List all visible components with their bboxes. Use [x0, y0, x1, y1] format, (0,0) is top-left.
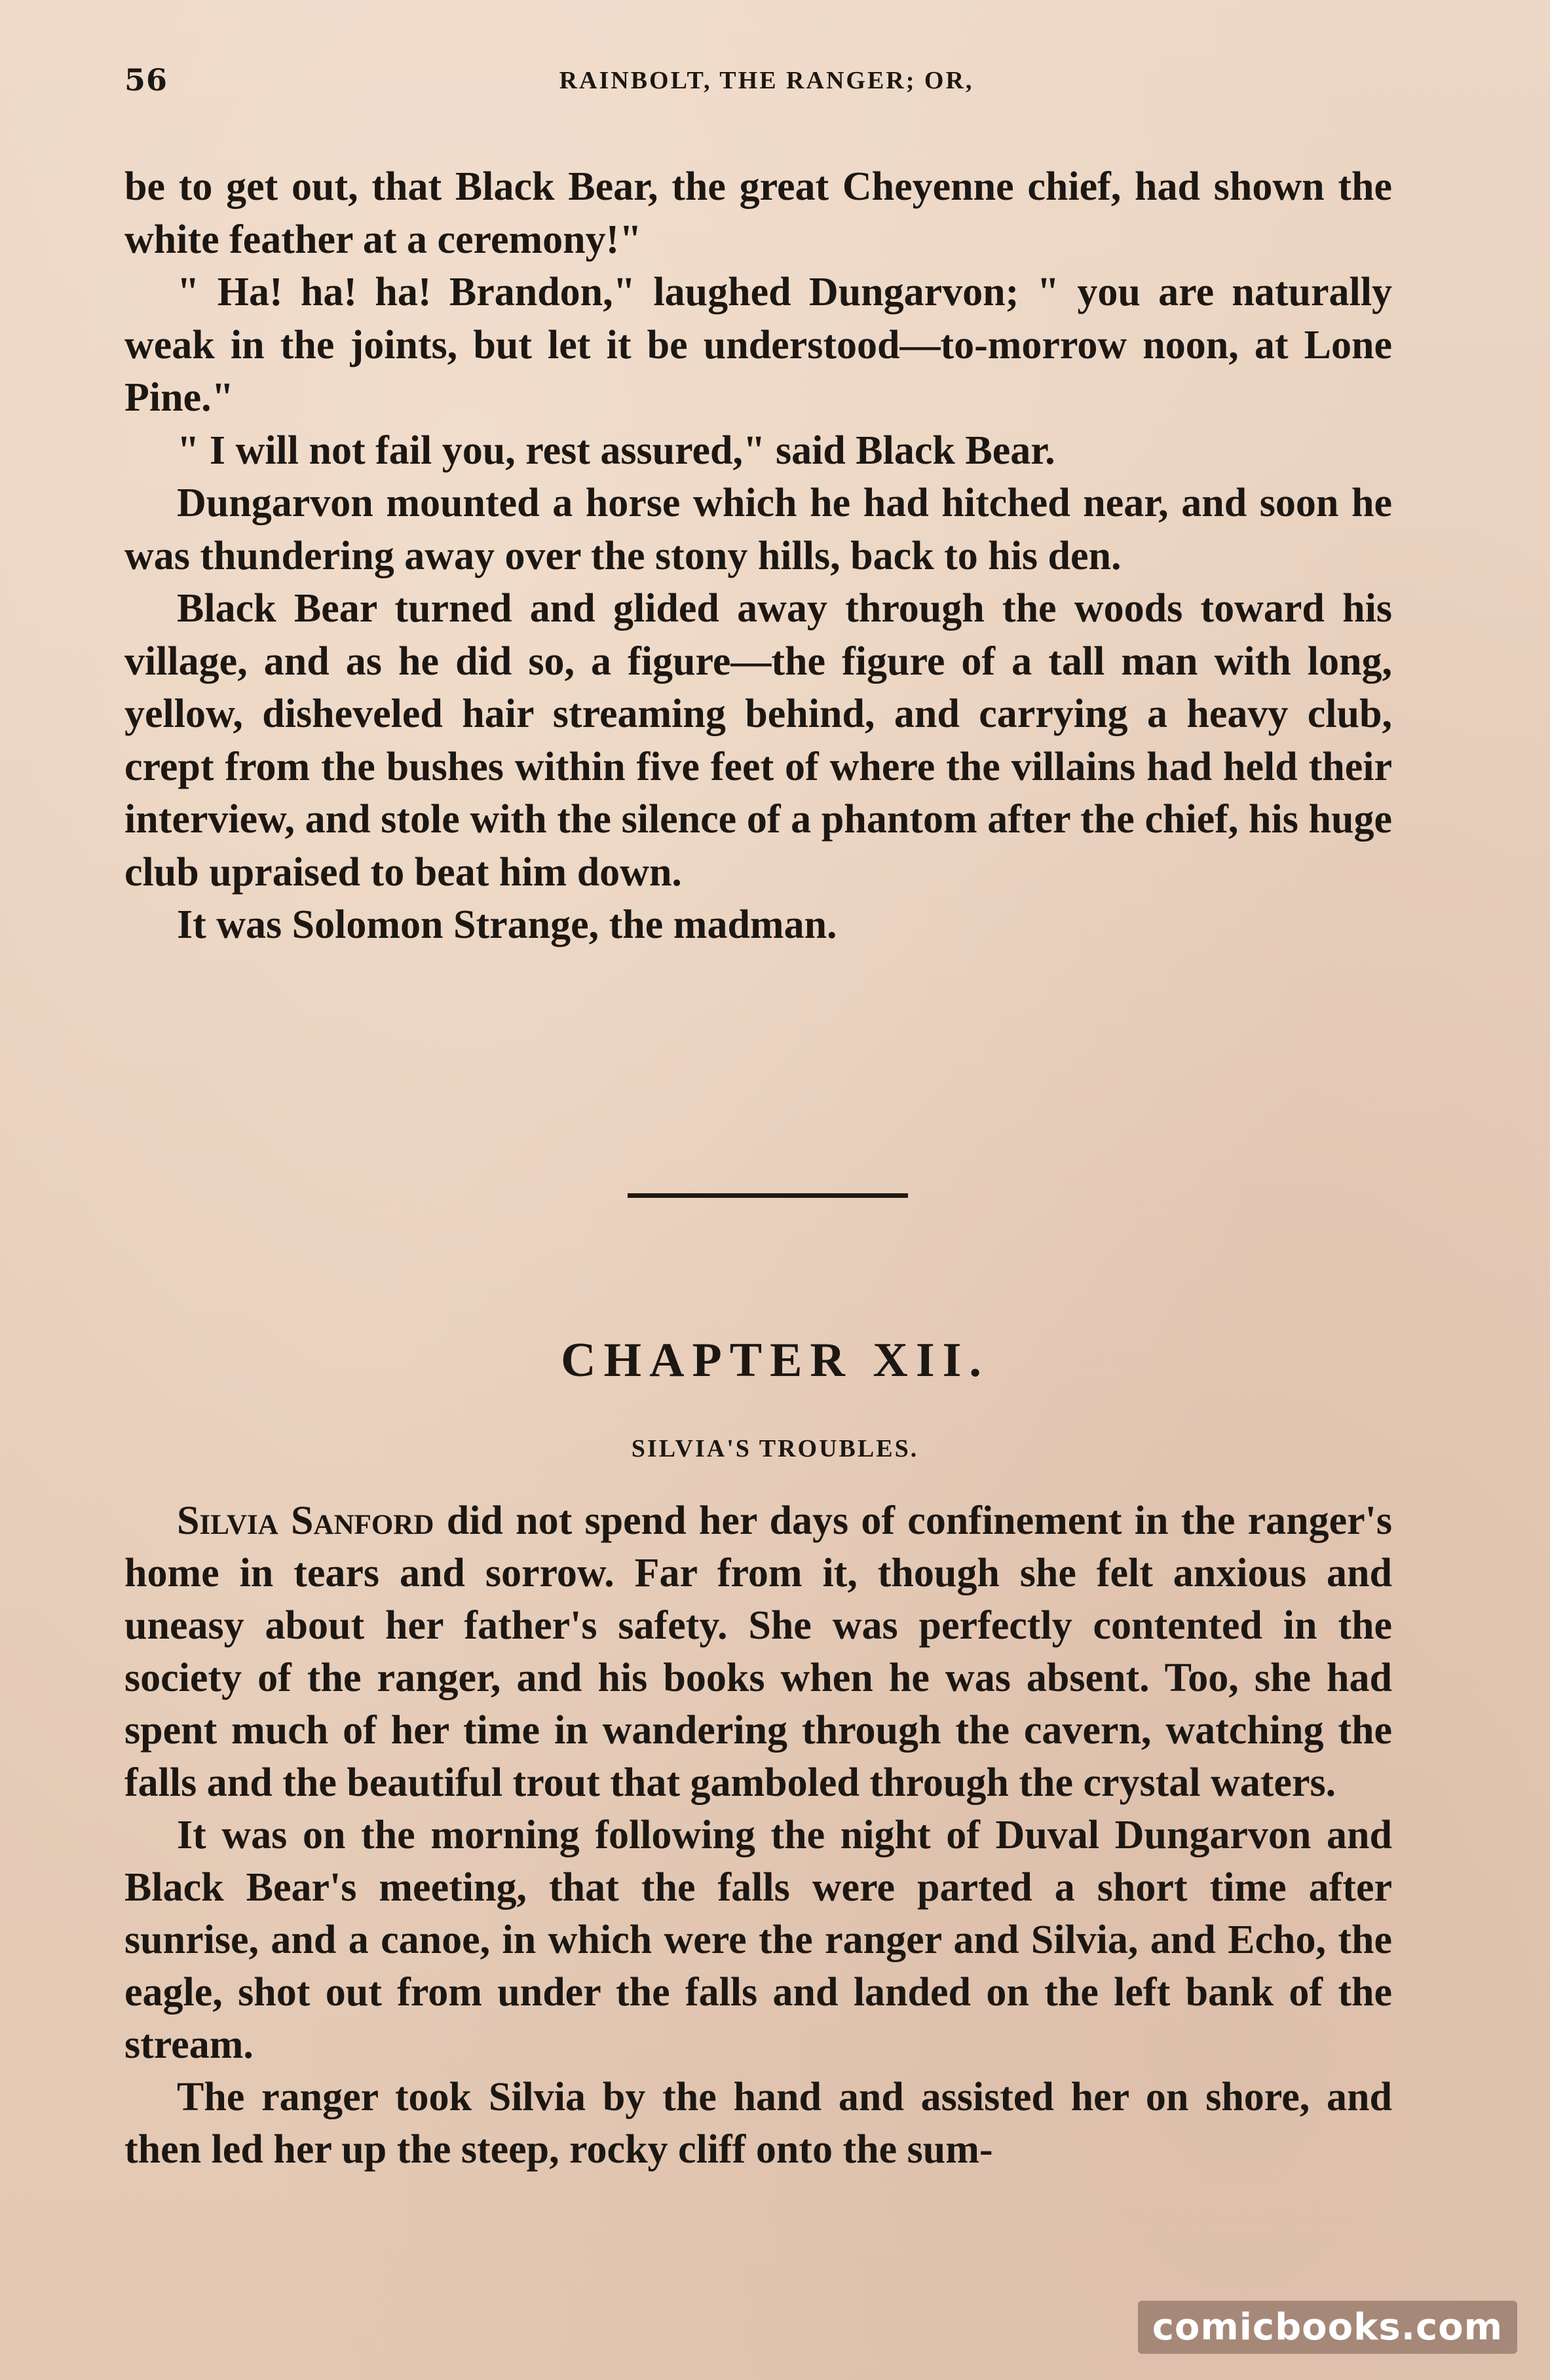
paragraph: It was on the morning following the night of Duval Dungarvon and Black Bear's meeting, that the falls were parted a short time after sunrise, and a canoe, in which were the ranger and Silvia, and Echo, the eagle, shot out from under the falls and landed on the left bank of the stream.: [124, 1813, 1392, 2067]
body-text-bottom: [124, 1495, 1392, 2176]
paragraph-text: did not spend her days of confinement in the ranger's home in tears and sorrow. Far from it, though she felt anxious and uneasy about her father's safety. She was perfectly contented in the society of the ranger, and his books when he was absent. Too, she had spent much of her time in wandering through the cavern, watching the falls and the beautiful trout that gamboled through the crystal waters.: [124, 1498, 1392, 1805]
running-head: RAINBOLT, THE RANGER; OR,: [559, 67, 974, 94]
body-text-top: [124, 160, 1392, 952]
page-header: [124, 62, 1408, 108]
section-divider: [628, 1193, 908, 1198]
paragraph: [124, 1495, 1392, 1809]
watermark: comicbooks.com: [1138, 2301, 1517, 2354]
paragraph: It was Solomon Strange, the madman.: [177, 902, 837, 947]
page-number: 56: [124, 62, 168, 98]
lead-name: Silvia Sanford: [177, 1498, 434, 1543]
paragraph: " I will not fail you, rest assured," said Black Bear.: [177, 428, 1055, 473]
paragraph: be to get out, that Black Bear, the great Cheyenne chief, had shown the white feather at a ceremony!": [124, 164, 1392, 262]
chapter-subtitle: SILVIA'S TROUBLES.: [631, 1435, 919, 1462]
paragraph: Black Bear turned and glided away through the woods toward his village, and as he did so, a figure—the figure of a tall man with long, yellow, disheveled hair streaming behind, and carrying a heavy club, crept from the bushes within five feet of where the villains had held their interview, and stole with the silence of a phantom after the chief, his huge club upraised to beat him down.: [124, 586, 1392, 895]
paragraph: Dungarvon mounted a horse which he had hitched near, and soon he was thundering away over the stony hills, back to his den.: [124, 481, 1392, 578]
paragraph: The ranger took Silvia by the hand and assisted her on shore, and then led her up the steep, rocky cliff onto the sum-: [124, 2075, 1392, 2172]
chapter-title: CHAPTER XII.: [561, 1333, 989, 1387]
paragraph: " Ha! ha! ha! Brandon," laughed Dungarvon; " you are naturally weak in the joints, but let it be understood—to-morrow noon, at Lone Pine.": [124, 270, 1392, 420]
